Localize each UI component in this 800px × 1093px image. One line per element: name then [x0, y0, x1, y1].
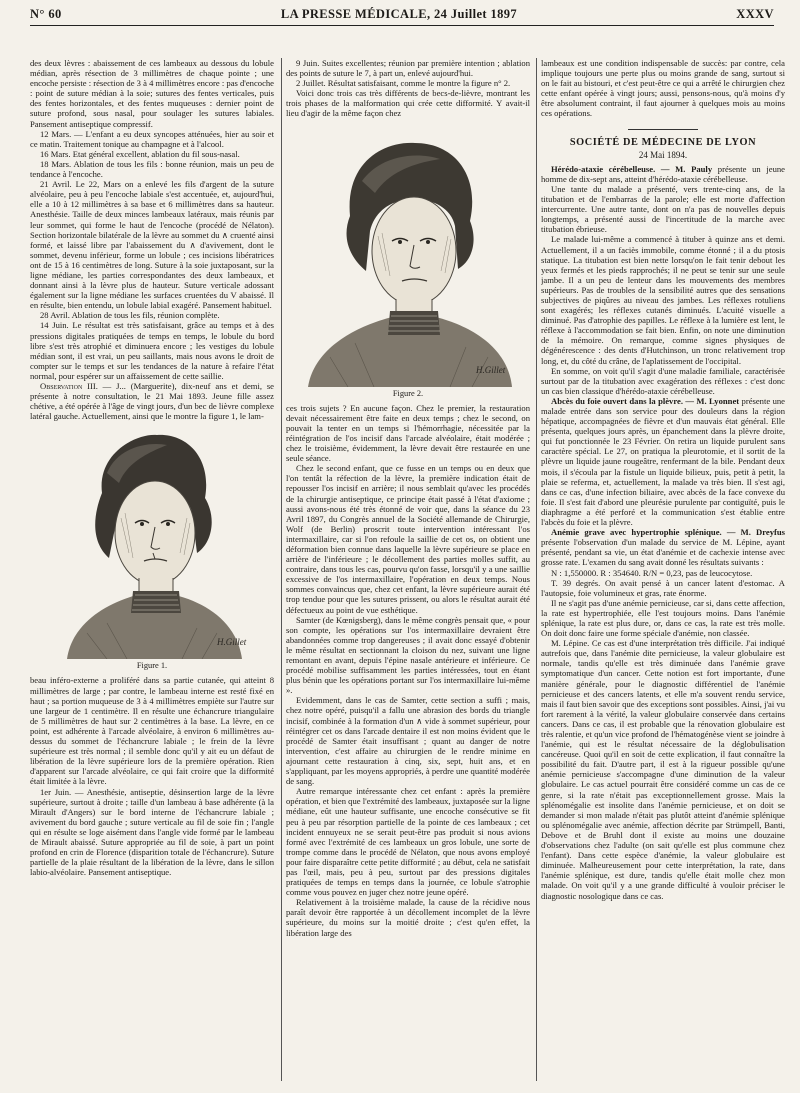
paragraph: des deux lèvres : abaissement de ces lambeaux au dessous du lobule médian, après résection de 3 millimètres de chaque pointe ; une encoche persiste : résection de 3 à 4 millimètres encore : pas d'encoche : point de suture médian à la soie; sutures des fentes verticales, puis des fentes horizontales, et des fentes muqueuses : dernier point de suture profond, sous nasal, pour soulager les sutures labiales. Pansement antiseptique compressif.: [30, 58, 274, 129]
section-lead: [541, 396, 785, 527]
figure-2-portrait: [290, 121, 526, 387]
journal-title: LA PRESSE MÉDICALE, 24 Juillet 1897: [280, 6, 518, 21]
paragraph: En somme, on voit qu'il s'agit d'une maladie familiale, caractérisée surtout par de la titubation avec exagération des réflexes : c'est donc un cas bien classique d'hérédo-ataxie cérébelleuse.: [541, 365, 785, 396]
paragraph: T. 39 degrés. On avait pensé à un cancer latent d'estomac. A l'autopsie, foie volumineux et gras, rate énorme.: [541, 577, 785, 598]
column-divider: [281, 58, 282, 1081]
paragraph: beau inféro-externe a proliféré dans sa partie cutanée, qui atteint 8 millimètres de large ; par contre, le lambeau interne est resté fixé en haut ; sa portion muqueuse de 3 à 4 millimètres empiète sur l'autre sur une largeur de 1 centimètre. Il en résulte une échancrure triangulaire de 5 millimètres de haut sur 2 centimètres à la base. La lèvre, en ce point, est adhérente à l'arcade alvéolaire, à environ 6 millimètres au-dessus du sommet de l'échancrure labiale ; le frein de la lèvre supérieure est très normal ; il semble donc qu'il y ait eu un défaut de libération de la lèvre supérieure lors de la première opération. Rien d'apparent sur l'arcade alvéolaire, ce qui fait croire que la difformité était limitée à la lèvre.: [30, 675, 274, 787]
paragraph: 12 Mars. — L'enfant a eu deux syncopes atténuées, hier au soir et ce matin. Traitement tonique au champagne et à l'alcool.: [30, 128, 274, 149]
paragraph: Voici donc trois cas très différents de becs-de-lièvre, montrant les trois phases de la malformation qui crée cette difformité. Y avait-il lieu d'agir de la même façon chez: [286, 88, 530, 119]
paragraph: 18 Mars. Ablation de tous les fils : bonne réunion, mais un peu de tendance à l'encoche.: [30, 158, 274, 180]
paragraph: Une tante du malade a présenté, vers trente-cinq ans, de la titubation et de l'embarras de la parole; elle est morte d'affection intercurrente. Une autre tante, dont on n'a pas de nouvelles depuis longtemps, a présenté aussi de l'incertitude de la marche avec titubation ébrieuse.: [541, 183, 785, 235]
section-heading: Abcès du foie ouvert dans la plèvre. — M. Lyonnet: [551, 395, 740, 406]
figure-2-caption: Figure 2.: [392, 388, 424, 398]
paragraph: 16 Mars. Etat général excellent, ablation du fil sous-nasal.: [40, 148, 240, 159]
observation-label: Observation III. — J...: [40, 381, 126, 391]
paragraph: Autre remarque intéressante chez cet enfant : après la première opération, et bien que l'extrémité des lambeaux, juxtaposée sur la ligne médiane, eût une hauteur suffisante, une encoche consécutive se fit peu à peu par résorption partielle de la pointe de ces lambeaux ; cet incident ennuyeux ne se serait peut-être pas produit si nous avions formé avec l'extrémité de ces lambeaux un gros lobule, une sorte de trompe comme dans le procédé de Nélaton, que nous avons employé pour faire disparaître cette petite difformité ; au début, cela ne satisfait pas l'œil, mais, peu à peu, surtout par des pressions digitales pratiquées de temps en temps dans la journée, ce lobule s'atrophie comme vous pouvez en juger chez notre jeune opéré.: [286, 786, 530, 898]
observation-paragraph: [30, 381, 274, 421]
blood-formula: N : 1,550000. R : 354640. R/N = 0,23, pas de leucocytose.: [551, 567, 753, 578]
column-1: [30, 58, 274, 1083]
figure-1-caption: Figure 1.: [136, 661, 168, 671]
figure-2: [286, 121, 530, 399]
paragraph: lambeaux est une condition indispensable de succès: par contre, cela implique toujours une perte plus ou moins grande de sang, surtout si on le fait au bistouri, et c'est peut-être ce qui a arrêté le chirurgien chez cette enfant opérée à vingt jours; aussi, pensons-nous, qu'à moins d'y être absolument contraint, il faut ajourner à quelques mois au moins ces opérations.: [541, 58, 785, 119]
paragraph: 2 Juillet. Résultat satisfaisant, comme le montre la figure n° 2.: [296, 78, 511, 89]
section-rule: [628, 129, 698, 130]
observation-text: (Marguerite), dix-neuf ans et demi, se présente à notre consultation, le 21 Mai 1893. Jeune fille assez chétive, a été opérée à l'âge de vingt jours, d'un bec de lièvre complexe latéral gauche. Actuellement, ainsi que le montre la figure 1, le lam-: [30, 381, 274, 422]
paragraph: ces trois sujets ? En aucune façon. Chez le premier, la restauration devait nécessairement être faite en deux temps ; chez le second, on pouvait la tenter en un temps si l'hémorrhagie, nécessitée par la réintégration de l'os incisif dans l'arcade alvéolaire, était modérée ; chez le troisième, évidemment, la lèvre devait être restaurée en une seule séance.: [286, 402, 530, 464]
figure-1-portrait: [47, 423, 257, 659]
paragraph: 28 Avril. Ablation de tous les fils, réunion complète.: [40, 310, 220, 321]
paragraph: Le malade lui-même a commencé à tituber à quinze ans et demi. Actuellement, il a un faciès immobile, comme étonné ; il a du ptosis statique. La titubation est bien nette lorsqu'on le fait tenir debout les yeux fermés et les pieds rapprochés; il ne peut se tenir sur une seule jambe. Il a un peu de lenteur dans les mouvements des membres supérieurs. Pas de troubles de la sensibilité autres que des sensations subjectives de piqûres au niveau des jambes. Les réflexes rotuliens sont exagérés; les réflexes cutanés diminués. L'acuité visuelle a diminué. Pas d'atrophie des papilles. Le réflexe à la lumière est lent, le réflexe à l'accommodation se fait bien. Enfin, on note une diminution de la mémoire. On remarque, comme signes physiques de dégénérescence : des dents d'Hutchinson, un tronc relativement trop long, et, du côté du crâne, de l'aplatissement de l'occipital.: [541, 234, 785, 366]
section-heading: Hérédo-ataxie cérébelleuse. — M. Pauly: [551, 163, 713, 174]
section-heading: Anémie grave avec hypertrophie splénique. — M. Dreyfus: [551, 527, 785, 538]
figure-1: [30, 423, 274, 671]
section-lead: [541, 527, 785, 567]
paragraph: 14 Juin. Le résultat est très satisfaisant, grâce au temps et à des pressions digitales pratiquées de temps en temps, le lobule du bord libre s'est très atrophié et diminuera encore ; les vestiges du lobule médian sont, il est vrai, un peu saillants, mais nous avons le droit de compter sur le temps et sur les tendances de la nature à refaire l'état normal, pour espérer sur un affaissement de cette saillie.: [30, 320, 274, 381]
section-text: présente l'observation d'un malade du service de M. Lépine, ayant présenté, pendant sa vie, un état d'anémie et de cachexie intense avec grosse rate. L'examen du sang avait donné les résultats suivants :: [541, 537, 785, 568]
figure-1-signature: H.Gillet: [217, 637, 247, 648]
column-3: [541, 58, 785, 1083]
paragraph: 21 Avril. Le 22, Mars on a enlevé les fils d'argent de la suture alvéolaire, peu à peu l'encoche labiale s'est accentuée, et, aujourd'hui, elle a 10 à 12 millimètres à sa base et 6 millimètres dans sa hauteur. Anesthésie. Taille de deux minces lambeaux latéraux, mais réunis par leur sommet, qui forme le haut de l'encoche (procédé de Nélaton). Section horizontale bilatérale de la lèvre au sommet du ∧ cruenté ainsi formé, et laissé libre par l'abaissement du ∧ d'avivement, dont le sommet, devenu inférieur, forme un lobule ; ces incisions libératrices ont de 15 à 16 centimètres de long. Suture à la soie juxtaposant, sur la ligne médiane, les parties correspondantes des deux lambeaux, et donnant ainsi à la lèvre plus de hauteur. Suture verticale adossant également sur la ligne médiane les surfaces cruentées du V abaissé. Il en résulte, bien entendu, un lobule labial exagéré. Pansement habituel.: [30, 179, 274, 311]
figure-2-signature: H.Gillet: [476, 364, 506, 375]
society-title: SOCIÉTÉ DE MÉDECINE DE LYON: [569, 136, 757, 148]
page-number: N° 60: [30, 6, 62, 21]
running-head: [30, 4, 774, 24]
section-text: présente un jeune homme de dix-sept ans, atteint d'hérédo-ataxie cérébelleuse.: [541, 163, 785, 184]
section-text: présente une malade entrée dans son service pour des douleurs dans la région hépatique, accompagnées de fièvre et d'un mauvais état général. Elle présenta, quelques jours après, un épanchement dans la plèvre droite, qui fut ponctionnée le 23 Février. On retira un liquide purulent sans caractère spécial. Le 27, on pratiqua la pleurotomie, et il sortit de la plèvre un liquide jaune rougeâtre, renfermant de la bile. Pendant deux mois, il s'écoula par la fistule un liquide bilieux, puis, petit à petit, la plaie se referma, et, actuellement, la malade va très bien. Il s'est agi, dans ce cas, d'une infection biliaire, avec abcès de la face convexe du foie. Il s'est fait d'abord une pleurésie purulente par contiguïté, puis le diaphragme a été perforé et la communication s'est établie entre l'abcès du foie et la plèvre.: [541, 395, 785, 528]
column-2: [286, 58, 530, 1083]
paragraph: 9 Juin. Suites excellentes; réunion par première intention ; ablation des points de suture le 7, à part un, enlevé aujourd'hui.: [286, 58, 530, 79]
column-divider: [536, 58, 537, 1081]
paragraph: Evidemment, dans le cas de Samter, cette section a suffi ; mais, chez notre opéré, puisqu'il a fallu une abrasion des bords du triangle incisif, combinée à la formation d'un ∧ vide à sommet supérieur, pour réintégrer cet os dans l'arcade dentaire il est non moins évident que le procédé de Samter était insuffisant ; quant au danger de notre intervention, c'est affaire au chirurgien de le rendre minime en ajournant cette restauration à cinq, six, sept, huit ans, et en s'appliquant, par les moyens appropriés, à perdre une quantité modérée de sang.: [286, 695, 530, 787]
section-lead: [541, 164, 785, 184]
society-date: 24 Mai 1894.: [638, 149, 688, 160]
paragraph: Relativement à la troisième malade, la cause de la récidive nous paraît devoir être rapportée à un décollement incomplet de la lèvre supérieure, du moins sur la moitié droite ; c'est qu'en effet, la libération large des: [286, 897, 530, 938]
paragraph: Il ne s'agit pas d'une anémie pernicieuse, car si, dans cette affection, la rate est hypertrophiée, elle l'est toujours moins. Dans l'anémie splénique, la rate est plus dure, or, dans ce cas, la rate est très molle. On doit donc faire une forme spéciale d'anémie, non classée.: [541, 597, 785, 639]
paragraph: M. Lépine. Ce cas est d'une interprétation très difficile. J'ai indiqué autrefois que, dans l'anémie dite pernicieuse, la valeur globulaire est normale, tandis qu'elle est très diminuée dans l'anémie grave symptomatique d'un cancer. Cette notion est fort importante, d'une manière générale, pour le diagnostic différentiel de l'anémie pernicieuse et des cancers latents, et elle m'a souvent rendu service, mais il faut bien savoir que des exceptions sont possibles. Ainsi, j'ai vu fort rarement à la vérité, la valeur globulaire conservée dans certains cancers. Dans ce cas, il est probable que la rénovation globulaire est très ralentie, et qu'un vice profond de l'hématogénèse vient se joindre à l'anémie, qui est le résultat nécessaire de la déglobulisation cancéreuse. Quoi qu'il en soit de cette explication, il faut connaître la possibilité du fait. D'autre part, il est à la rigueur possible qu'une anémie pernicieuse s'accompagne d'une diminution de la valeur globulaire. Le cas actuel pourrait être considéré comme un cas de ce genre, si la rate n'était pas exceptionnellement grosse. Mais la splénomégalie est insolite dans l'anémie pernicieuse, et on doit se demander si mon malade n'était pas plutôt atteint d'anémie splénique ou splénomégalie avec anémie, affection décrite par Strümpell, Banti, Debove et de Bruhl dont il existe au moins une douzaine d'observations chez l'adulte (on sait qu'elle est plus commune chez l'enfant). Dans cette espèce d'anémie, la valeur globulaire est diminuée. Malheureusement pour cette interprétation, la rate, dans l'anémie splénique, est dure, tandis qu'elle était molle chez mon malade. On voit qu'il y a une grande difficulté à vouloir préciser le diagnostic nosologique dans ce cas.: [541, 638, 785, 901]
paragraph: Samter (de Kœnigsberg), dans le même congrès pensait que, « pour son compte, les opérations sur l'os intermaxillaire devraient être abandonnées comme trop dangereuses ; il avait donc essayé d'obtenir le même résultat en sectionnant la cloison du nez, suivant une ligne remontant en avant, depuis l'épine nasale antérieure et inférieure. Ce procédé mobilise suffisamment les parties intéressées, tout en étant plus bénin que les opérations portant sur l'os intermaxillaire lui-même ».: [286, 614, 530, 696]
paragraph: 1er Juin. — Anesthésie, antiseptie, désinsertion large de la lèvre supérieure, surtout à droite ; taille d'un lambeau à base adhérente (à la Mirault d'Angers) sur le bord interne de l'échancrure labiale ; avivement du bord gauche ; suture verticale au fil de soie fin ; l'angle qui en résulte se loge aisément dans l'angle vide formé par le lambeau de Mirault abaissé. Suture appropriée au fil de soie, à part un point profond en crin de Florence (disparition totale de l'échancrure). Suture partielle de la plaie résultant de la libération de la lèvre, dans le sillon labio-alvéolaire. Pansement antiseptique.: [30, 786, 274, 878]
folio: XXXV: [736, 6, 774, 21]
paragraph: Chez le second enfant, que ce fusse en un temps ou en deux que l'on tentât la réfection de la lèvre, la première indication était de repousser l'os incisif en arrière; il nous semblait qu'avec les procédés de la chirurgie antiseptique, ce principe était passé à l'état d'axiome ; aussi avons-nous été très étonné de voir que, dans la séance du 23 Avril 1897, du Congrès annuel de la Société allemande de Chirurgie, Wolf (de Berlin) proscrit toute intervention intéressant l'os intermaxillaire, car si l'on refoule la saillie de cet os, on obtient une déformation bien connue dans laquelle la lèvre supérieure se place en arrière de l'inférieure ; le décollement des parties molles suffit, au contraire, dans tous les cas, pourvu qu'on fasse, lorsqu'il y a une saillie excessive de l'os intermaxillaire, l'opération en deux temps. Nous sommes convaincus que, chez cet enfant, la lèvre supérieure aurait été trop tendue pour que les sutures prissent, ou alors le résultat aurait été défectueux au point de vue esthétique.: [286, 463, 530, 615]
header-rule: [30, 25, 774, 26]
